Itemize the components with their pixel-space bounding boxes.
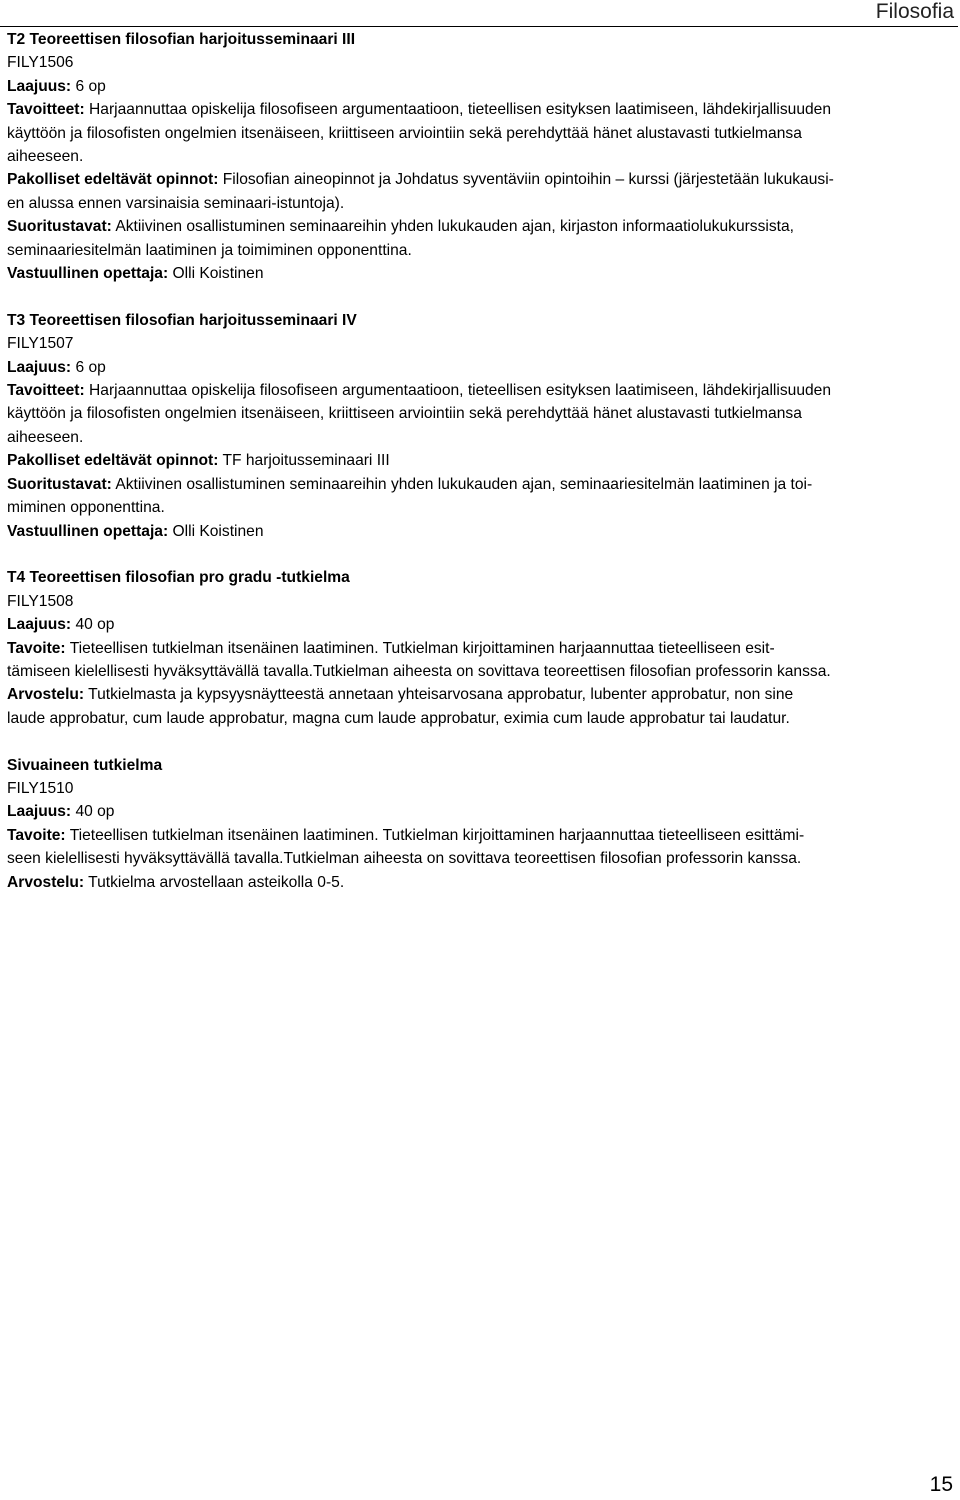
goal-label: Tavoitteet: [7, 382, 85, 400]
goal-label: Tavoite: [7, 826, 66, 844]
grading-label: Arvostelu: [7, 686, 85, 704]
goal-text-line: tämiseen kielellisesti hyväksyttävällä tavalla.Tutkielman aiheesta on sovittava teoreettisen filosofian professorin kanssa. [7, 662, 831, 680]
goal-text-line: Harjaannuttaa opiskelija filosofiseen argumentaatioon, tieteellisen esityksen laatimiseen, lähdekirjallisuuden [84, 101, 832, 119]
goal-text-line: käyttöön ja filosofisten ongelmien itsenäiseen, kriittiseen arviointiin sekä perehdyttää hänet alustavasti tutkielmansa [7, 124, 802, 142]
course-prerequisites [7, 449, 953, 472]
scope-label: Laajuus: [7, 803, 72, 821]
teacher-label: Vastuullinen opettaja: [7, 265, 169, 283]
course-title: T2 Teoreettisen filosofian harjoitusseminaari III [7, 31, 356, 48]
teacher-value: Olli Koistinen [168, 265, 264, 283]
goal-text-line: Tieteellisen tutkielman itsenäinen laatiminen. Tutkielman kirjoittaminen harjaannuttaa tieteelliseen esittämi- [65, 826, 805, 844]
scope-value: 6 op [71, 77, 106, 95]
page-number: 15 [929, 1473, 953, 1496]
teacher-value: Olli Koistinen [168, 522, 264, 540]
course-goal [7, 379, 953, 449]
completion-methods-text-line: seminaariesitelmän laatiminen ja toimiminen opponenttina. [7, 241, 412, 259]
scope-label: Laajuus: [7, 358, 72, 376]
course-teacher [7, 520, 953, 543]
completion-methods-label: Suoritustavat: [7, 218, 112, 236]
completion-methods-text-line: Aktiivinen osallistuminen seminaareihin yhden lukukauden ajan, seminaariesitelmän laatiminen ja toi- [111, 475, 813, 493]
prerequisites-text-line: Filosofian aineopinnot ja Johdatus syventäviin opintoihin – kurssi (järjestetään lukukausi- [218, 171, 834, 189]
course-goal [7, 637, 953, 684]
scope-value: 40 op [71, 803, 115, 821]
course-section-t4 [7, 566, 953, 730]
course-section-t3 [7, 309, 953, 543]
course-section-t2 [7, 28, 953, 285]
prerequisites-label: Pakolliset edeltävät opinnot: [7, 452, 219, 470]
prerequisites-value: TF harjoitusseminaari III [218, 452, 390, 470]
course-scope [7, 800, 953, 823]
scope-label: Laajuus: [7, 77, 72, 95]
header-title: Filosofia [875, 0, 954, 23]
course-section-minor-thesis [7, 754, 953, 894]
goal-text-line: seen kielellisesti hyväksyttävällä tavalla.Tutkielman aiheesta on sovittava teoreettisen filosofian professorin kanssa. [7, 850, 802, 868]
scope-label: Laajuus: [7, 616, 72, 634]
grading-label: Arvostelu: [7, 873, 85, 891]
completion-methods-text-line: miminen opponenttina. [7, 499, 165, 517]
course-grading [7, 871, 953, 894]
scope-value: 6 op [71, 358, 106, 376]
course-goal [7, 98, 953, 168]
course-code: FILY1510 [7, 779, 74, 797]
completion-methods-label: Suoritustavat: [7, 475, 112, 493]
prerequisites-text-line: en alussa ennen varsinaisia seminaari-istuntoja). [7, 194, 345, 212]
course-completion-methods [7, 215, 953, 262]
course-goal [7, 824, 953, 871]
course-title: T3 Teoreettisen filosofian harjoitusseminaari IV [7, 311, 357, 329]
course-grading [7, 683, 953, 730]
goal-text-line: Tieteellisen tutkielman itsenäinen laatiminen. Tutkielman kirjoittaminen harjaannuttaa tieteelliseen esit- [65, 639, 775, 657]
goal-text-line: käyttöön ja filosofisten ongelmien itsenäiseen, kriittiseen arviointiin sekä perehdyttää hänet alustavasti tutkielmansa [7, 405, 802, 423]
grading-text-line: laude approbatur, cum laude approbatur, magna cum laude approbatur, eximia cum laude approbatur tai laudatur. [7, 709, 790, 727]
completion-methods-text-line: Aktiivinen osallistuminen seminaareihin yhden lukukauden ajan, kirjaston informaatiolukukurssista, [111, 218, 795, 236]
course-code: FILY1507 [7, 335, 74, 353]
goal-label: Tavoitteet: [7, 101, 85, 119]
course-code: FILY1508 [7, 592, 74, 610]
prerequisites-label: Pakolliset edeltävät opinnot: [7, 171, 219, 189]
goal-text-line: aiheeseen. [7, 428, 84, 446]
course-scope [7, 356, 953, 379]
page-header [0, 0, 958, 27]
scope-value: 40 op [71, 616, 115, 634]
course-scope [7, 613, 953, 636]
document-body [7, 28, 953, 894]
grading-text-line: Tutkielmasta ja kypsyysnäytteestä annetaan yhteisarvosana approbatur, lubenter approbatur, non sine [84, 686, 794, 704]
grading-value: Tutkielma arvostellaan asteikolla 0-5. [84, 873, 345, 891]
teacher-label: Vastuullinen opettaja: [7, 522, 169, 540]
goal-text-line: aiheeseen. [7, 148, 84, 166]
course-title: T4 Teoreettisen filosofian pro gradu -tutkielma [7, 569, 350, 587]
course-prerequisites [7, 168, 953, 215]
goal-text-line: Harjaannuttaa opiskelija filosofiseen argumentaatioon, tieteellisen esityksen laatimiseen, lähdekirjallisuuden [84, 382, 832, 400]
course-teacher [7, 262, 953, 285]
course-title: Sivuaineen tutkielma [7, 756, 163, 774]
course-completion-methods [7, 473, 953, 520]
course-scope [7, 75, 953, 98]
course-code: FILY1506 [7, 54, 74, 72]
goal-label: Tavoite: [7, 639, 66, 657]
